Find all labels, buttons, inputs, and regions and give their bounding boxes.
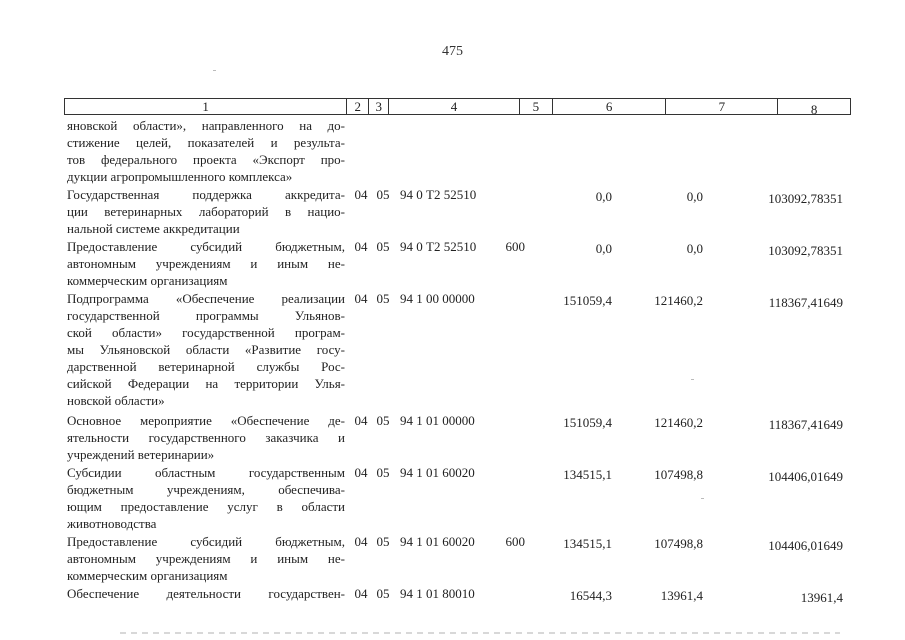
row-amount-col8: 104406,01649 <box>768 469 843 484</box>
row-name-line: ской области» государственной програм- <box>67 325 345 340</box>
row-name-cell <box>67 290 345 409</box>
row-name-line: ятельности государственного заказчика и <box>67 430 345 445</box>
header-col-7: 7 <box>666 99 778 114</box>
row-name-line: Основное мероприятие «Обеспечение де- <box>67 413 345 428</box>
row-name-line: учреждений ветеринарии» <box>67 447 215 462</box>
row-name-line: тов федерального проекта «Экспорт про- <box>67 152 345 167</box>
row-name-line: дукции агропромышленного комплекса» <box>67 169 293 184</box>
row-amount-col8: 104406,01649 <box>768 538 843 553</box>
row-name-line: мы Ульяновской области «Развитие госу- <box>67 342 345 357</box>
row-expense-type: 600 <box>505 534 525 549</box>
row-name-line: коммерческим организациям <box>67 568 228 583</box>
row-amount-col7: 13961,4 <box>660 588 703 603</box>
row-name-line: ющим предоставление услуг в области <box>67 499 345 514</box>
row-target-article: 94 1 01 60020 <box>400 465 475 480</box>
row-name-line: государственной программы Ульянов- <box>67 308 345 323</box>
row-name-line: ции ветеринарных лабораторий в нацио- <box>67 204 345 219</box>
row-name-cell <box>67 533 345 584</box>
row-amount-col7: 107498,8 <box>654 536 703 551</box>
row-name-line: нальной системе аккредитации <box>67 221 240 236</box>
row-amount-col7: 107498,8 <box>654 467 703 482</box>
header-col-4: 4 <box>389 99 520 114</box>
row-section: 04 <box>354 413 368 428</box>
row-expense-type: 600 <box>505 239 525 254</box>
row-section: 04 <box>354 187 368 202</box>
row-subsection: 05 <box>376 534 390 549</box>
row-name-line: автономным учреждениям и иным не- <box>67 256 345 271</box>
scan-artifact-line <box>120 632 840 634</box>
row-target-article: 94 0 Т2 52510 <box>400 239 477 254</box>
row-name-cell <box>67 412 345 463</box>
row-amount-col8: 103092,78351 <box>768 191 843 206</box>
row-amount-col7: 121460,2 <box>654 293 703 308</box>
header-col-5: 5 <box>520 99 553 114</box>
row-name-line: Обеспечение деятельности государствен- <box>67 586 345 601</box>
row-amount-col8: 103092,78351 <box>768 243 843 258</box>
row-section: 04 <box>354 239 368 254</box>
row-target-article: 94 1 01 60020 <box>400 534 475 549</box>
row-name-line: Предоставление субсидий бюджетным, <box>67 534 345 549</box>
row-amount-col7: 0,0 <box>686 189 703 204</box>
row-target-article: 94 1 01 00000 <box>400 413 475 428</box>
row-subsection: 05 <box>376 187 390 202</box>
scan-speck <box>213 70 216 71</box>
row-section: 04 <box>354 291 368 306</box>
row-name-line: бюджетным учреждениям, обеспечива- <box>67 482 345 497</box>
page-number: 475 <box>442 44 463 59</box>
row-subsection: 05 <box>376 465 390 480</box>
row-name-line: коммерческим организациям <box>67 273 228 288</box>
row-name-cell <box>67 117 345 185</box>
row-target-article: 94 1 01 80010 <box>400 586 475 601</box>
row-target-article: 94 0 Т2 52510 <box>400 187 477 202</box>
row-amount-col6: 134515,1 <box>563 467 612 482</box>
row-amount-col8: 118367,41649 <box>768 417 843 432</box>
row-name-line: стижение целей, показателей и результа- <box>67 135 345 150</box>
row-name-line: новской области» <box>67 393 165 408</box>
row-subsection: 05 <box>376 586 390 601</box>
row-amount-col6: 151059,4 <box>563 293 612 308</box>
row-name-line: дарственной ветеринарной службы Рос- <box>67 359 345 374</box>
scan-speck <box>691 379 694 380</box>
row-name-cell <box>67 186 345 237</box>
row-name-line: животноводства <box>67 516 157 531</box>
row-name-line: сийской Федерации на территории Улья- <box>67 376 345 391</box>
row-section: 04 <box>354 534 368 549</box>
row-subsection: 05 <box>376 291 390 306</box>
row-subsection: 05 <box>376 413 390 428</box>
row-section: 04 <box>354 465 368 480</box>
row-amount-col6: 134515,1 <box>563 536 612 551</box>
row-amount-col8: 13961,4 <box>800 590 843 605</box>
row-amount-col6: 0,0 <box>595 241 612 256</box>
header-col-3: 3 <box>369 99 389 114</box>
row-name-cell <box>67 464 345 532</box>
row-name-cell <box>67 238 345 289</box>
row-name-line: автономным учреждениям и иным не- <box>67 551 345 566</box>
row-name-line: Предоставление субсидий бюджетным, <box>67 239 345 254</box>
row-amount-col6: 151059,4 <box>563 415 612 430</box>
row-subsection: 05 <box>376 239 390 254</box>
table-header <box>64 98 851 115</box>
header-col-1: 1 <box>65 99 347 114</box>
row-name-cell <box>67 585 345 602</box>
header-col-8: 8 <box>810 102 818 117</box>
header-col-6: 6 <box>553 99 667 114</box>
row-amount-col6: 0,0 <box>595 189 612 204</box>
row-section: 04 <box>354 586 368 601</box>
row-amount-col7: 121460,2 <box>654 415 703 430</box>
header-col-2: 2 <box>347 99 369 114</box>
row-name-line: Государственная поддержка аккредита- <box>67 187 345 202</box>
row-name-line: яновской области», направленного на до- <box>67 118 345 133</box>
row-name-line: Подпрограмма «Обеспечение реализации <box>67 291 345 306</box>
row-amount-col6: 16544,3 <box>569 588 612 603</box>
scan-speck <box>701 498 704 499</box>
row-amount-col7: 0,0 <box>686 241 703 256</box>
row-amount-col8: 118367,41649 <box>768 295 843 310</box>
row-target-article: 94 1 00 00000 <box>400 291 475 306</box>
row-name-line: Субсидии областным государственным <box>67 465 345 480</box>
